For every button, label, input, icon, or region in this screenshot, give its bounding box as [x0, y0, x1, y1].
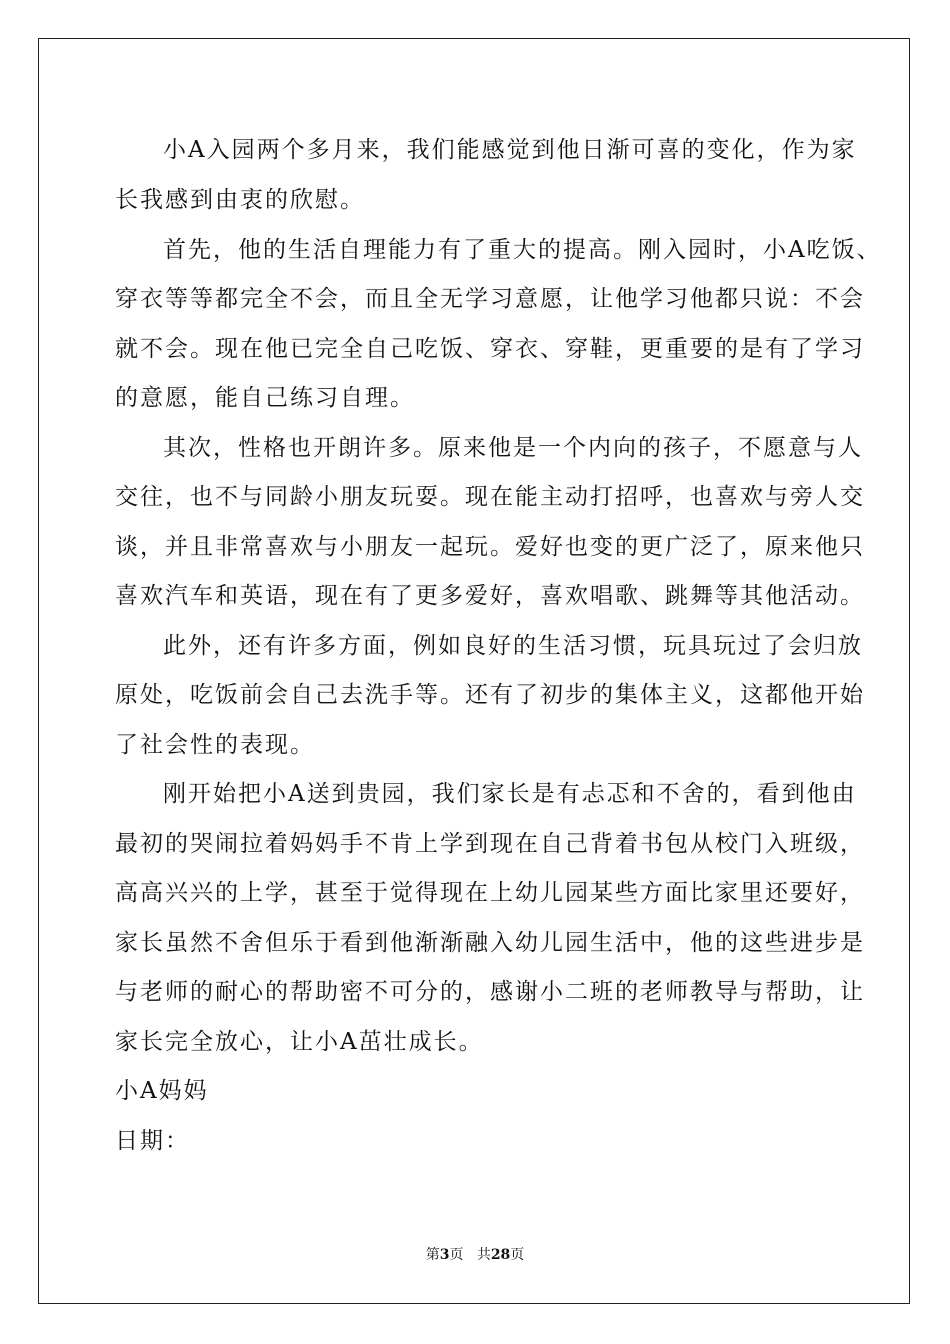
text-line: 的意愿，能自己练习自理。: [115, 385, 415, 411]
text-line: 与老师的耐心的帮助密不可分的，感谢小二班的老师教导与帮助，让: [115, 979, 865, 1005]
text-line: 谈，并且非常喜欢与小朋友一起玩。爱好也变的更广泛了，原来他只: [115, 534, 865, 560]
text-line: 其次，性格也开朗许多。原来他是一个内向的孩子，不愿意与人: [163, 435, 863, 461]
total-pages: 28: [490, 1247, 511, 1263]
text-line: 最初的哭闹拉着妈妈手不肯上学到现在自己背着书包从校门入班级，: [115, 831, 865, 857]
total-prefix: 共: [476, 1247, 491, 1263]
text-line: 小A入园两个多月来，我们能感觉到他日渐可喜的变化，作为家: [163, 137, 857, 163]
text-line: 刚开始把小A送到贵园，我们家长是有忐忑和不舍的，看到他由: [163, 781, 857, 807]
text-line: 家长完全放心，让小A茁壮成长。: [115, 1029, 484, 1055]
date-label: 日期：: [115, 1128, 190, 1154]
page-prefix: 第: [425, 1247, 440, 1263]
text-line: 首先，他的生活自理能力有了重大的提高。刚入园时，小A吃饭、: [163, 237, 882, 263]
text-line: 了社会性的表现。: [115, 732, 315, 758]
text-line: 就不会。现在他已完全自己吃饭、穿衣、穿鞋，更重要的是有了学习: [115, 336, 865, 362]
text-line: 长我感到由衷的欣慰。: [115, 187, 365, 213]
text-line: 喜欢汽车和英语，现在有了更多爱好，喜欢唱歌、跳舞等其他活动。: [115, 583, 865, 609]
page-footer: [0, 1244, 950, 1264]
text-line: 交往，也不与同龄小朋友玩耍。现在能主动打招呼，也喜欢与旁人交: [115, 484, 865, 510]
page-border: [38, 38, 910, 1304]
signature: 小A妈妈: [115, 1078, 209, 1104]
page-number: 3: [439, 1247, 450, 1263]
text-line: 高高兴兴的上学，甚至于觉得现在上幼儿园某些方面比家里还要好，: [115, 880, 865, 906]
text-line: 此外，还有许多方面，例如良好的生活习惯，玩具玩过了会归放: [163, 633, 863, 659]
total-suffix: 页: [510, 1247, 525, 1263]
text-line: 家长虽然不舍但乐于看到他渐渐融入幼儿园生活中，他的这些进步是: [115, 930, 865, 956]
text-line: 穿衣等等都完全不会，而且全无学习意愿，让他学习他都只说：不会: [115, 286, 865, 312]
text-line: 原处，吃饭前会自己去洗手等。还有了初步的集体主义，这都他开始: [115, 682, 865, 708]
page-suffix: 页: [449, 1247, 464, 1263]
